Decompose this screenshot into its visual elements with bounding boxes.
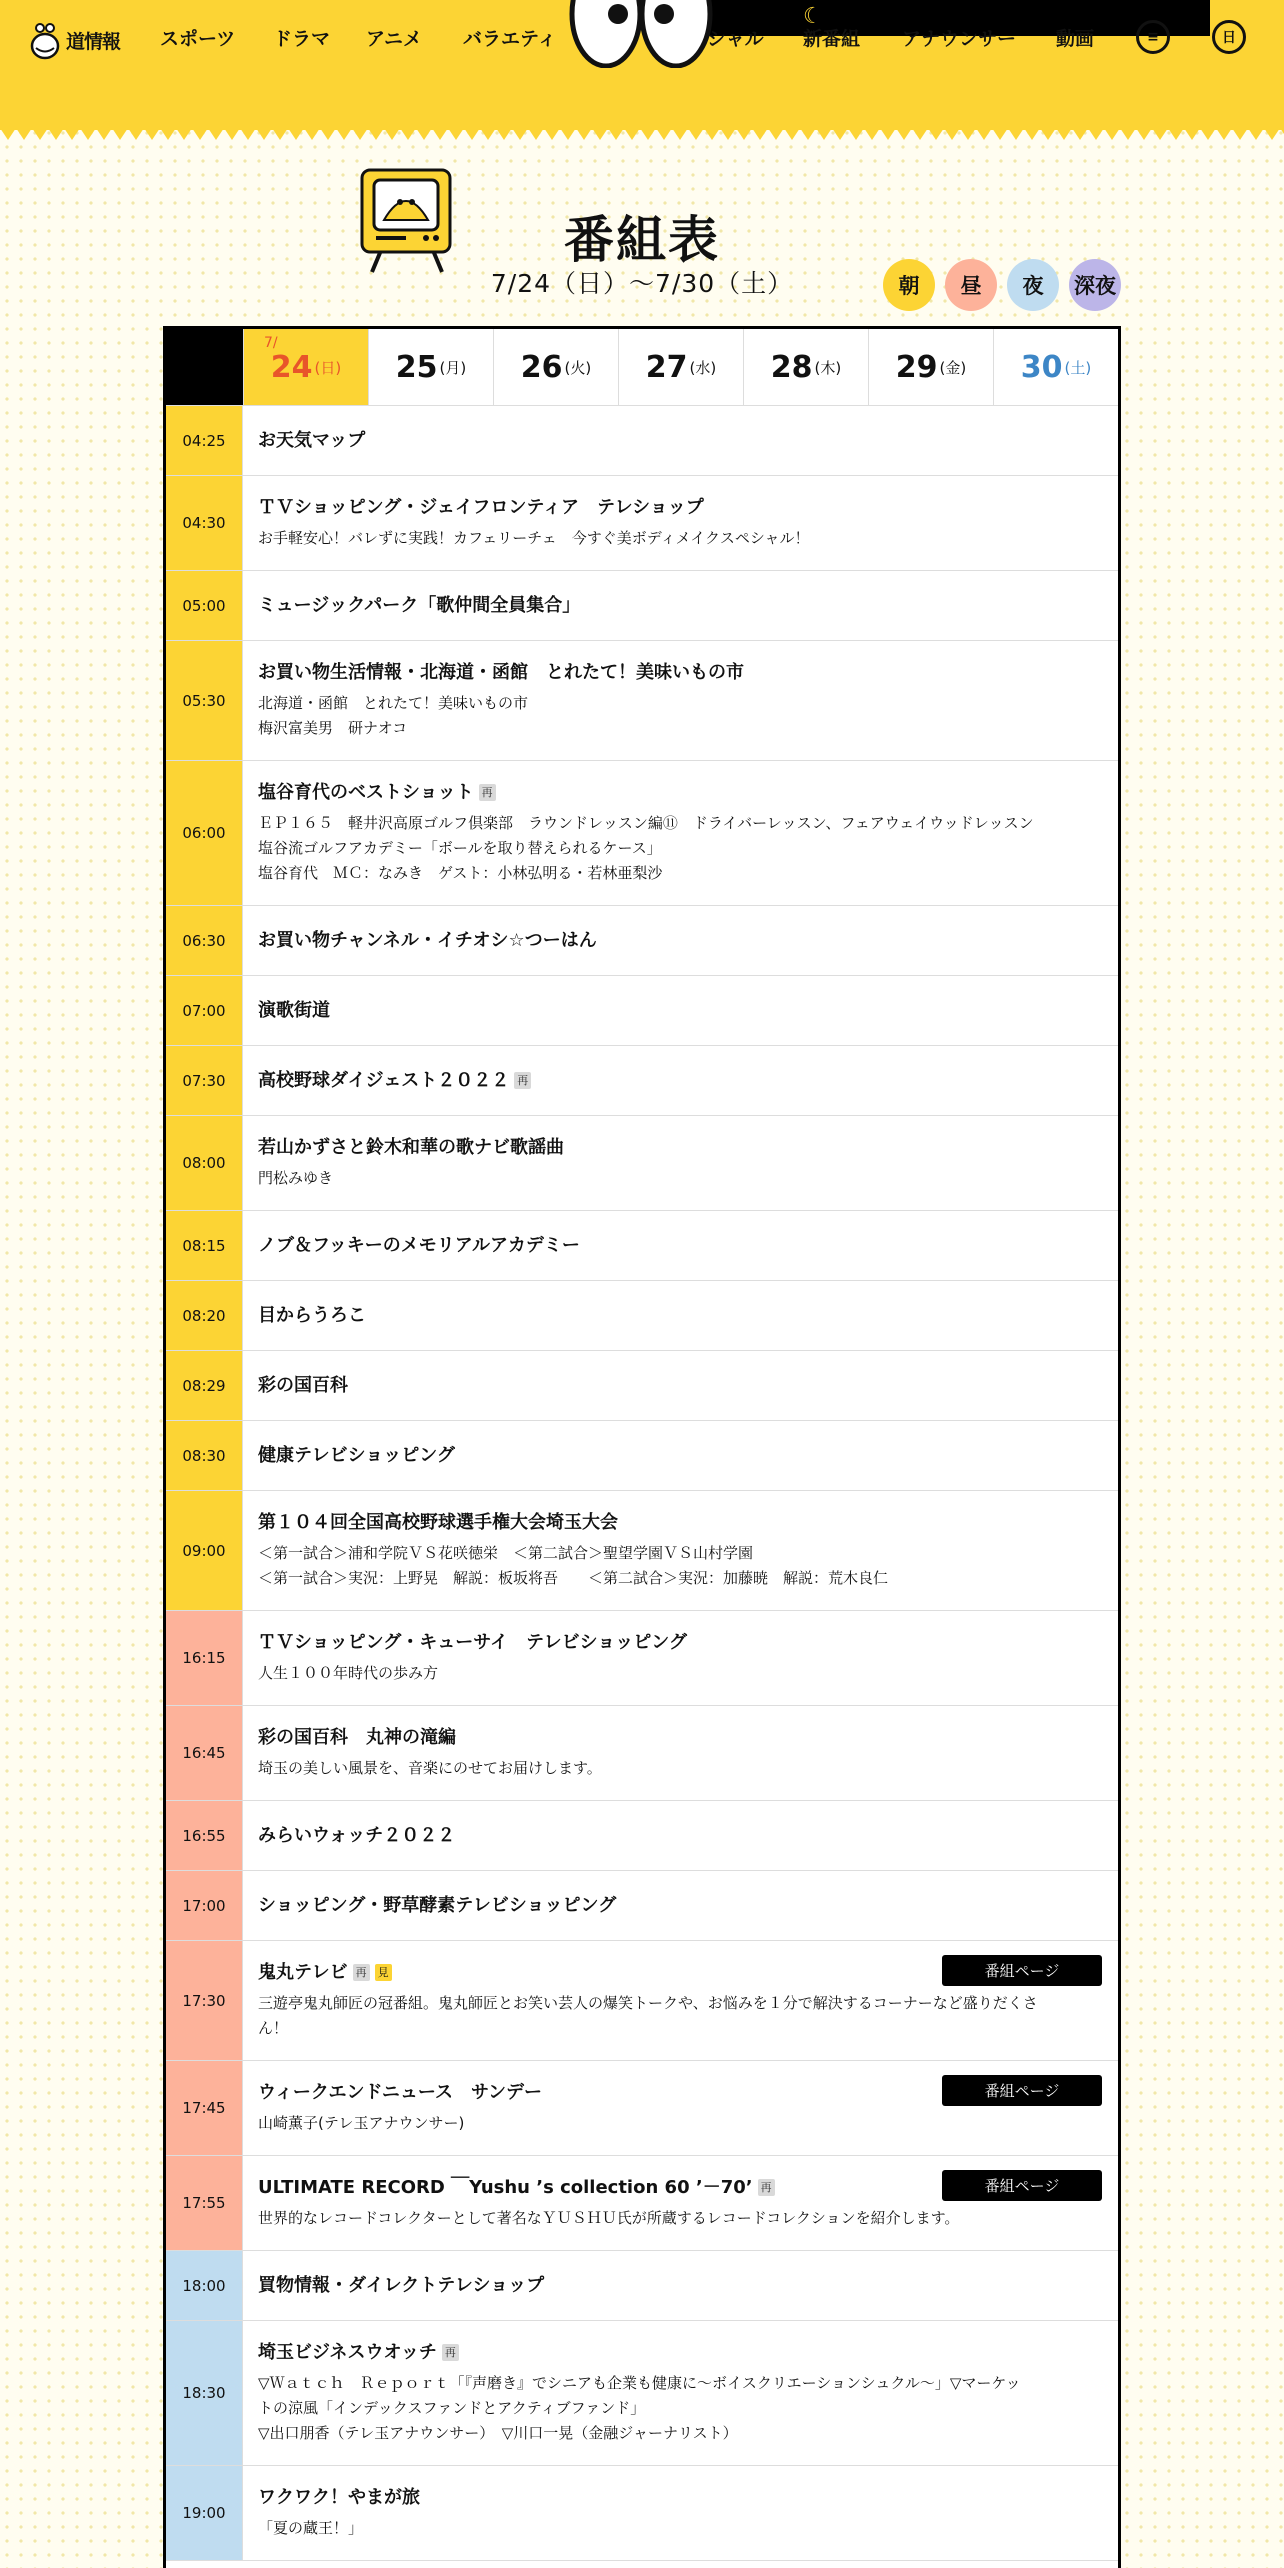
tv-guide-icon[interactable]: ≡ xyxy=(1136,20,1170,54)
date-tab-25[interactable] xyxy=(368,329,493,405)
date-tabs-corner xyxy=(166,329,243,405)
program-row xyxy=(166,641,1118,761)
program-info xyxy=(243,476,1118,570)
program-info xyxy=(243,1611,1118,1705)
program-title[interactable]: 健康テレビショッピング xyxy=(258,1444,455,1466)
date-tab-29[interactable] xyxy=(868,329,993,405)
program-info xyxy=(243,641,1118,760)
program-description-line: トの涼風「インデックスファンドとアクティブファンド」 xyxy=(258,2398,646,2417)
program-row xyxy=(166,2061,1118,2156)
program-info xyxy=(243,976,1118,1045)
program-title[interactable]: みらいウォッチ２０２２ xyxy=(258,1824,456,1846)
program-description-line: 世界的なレコードコレクターとして著名なＹＵＳＨＵ氏が所蔵するレコードコレクションを紹介します。 xyxy=(258,2208,960,2227)
moon-icon: ☾ xyxy=(803,4,823,29)
program-title[interactable]: ＴＶショッピング・キューサイ テレビショッピング xyxy=(258,1631,687,1653)
program-time: 08:00 xyxy=(166,1116,243,1210)
program-time: 05:30 xyxy=(166,641,243,760)
program-title[interactable]: ノブ＆フッキーのメモリアルアカデミー xyxy=(258,1234,580,1256)
program-title-wrap xyxy=(258,2486,1102,2510)
program-description-line: 塩谷流ゴルフアカデミー「ボールを取り替えられるケース」 xyxy=(258,838,662,857)
program-time: 05:00 xyxy=(166,571,243,640)
program-title[interactable]: 埼玉ビジネスウオッチ xyxy=(258,2341,437,2363)
program-row xyxy=(166,761,1118,906)
program-description xyxy=(258,2371,1102,2446)
program-title-wrap xyxy=(258,1726,1102,1750)
program-description xyxy=(258,811,1102,886)
program-title-wrap xyxy=(258,1304,1102,1328)
program-description-line: ＜第一試合＞実況：上野晃 解説：板坂将吾 ＜第二試合＞実況：加藤暁 解説：荒木良仁 xyxy=(258,1568,889,1587)
program-title-wrap xyxy=(258,1234,1102,1258)
program-info xyxy=(243,1491,1118,1610)
date-weekday: (水) xyxy=(689,358,717,377)
nav-new-programs[interactable]: 新番組 xyxy=(803,28,861,50)
nav-videos[interactable]: 動画 xyxy=(1056,28,1095,50)
program-title[interactable]: ショッピング・野草酵素テレビショッピング xyxy=(258,1894,617,1916)
program-time: 06:30 xyxy=(166,906,243,975)
program-info xyxy=(243,2466,1118,2560)
date-tab-24[interactable] xyxy=(243,329,368,405)
date-tab-28[interactable] xyxy=(743,329,868,405)
program-description xyxy=(258,2206,1102,2231)
program-time: 07:30 xyxy=(166,1046,243,1115)
program-description-line: ＥＰ１６５ 軽井沢高原ゴルフ倶楽部 ラウンドレッスン編⑪ ドライバーレッスン、フェアウェイウッドレッスン xyxy=(258,813,1034,832)
program-time: 07:00 xyxy=(166,976,243,1045)
program-row xyxy=(166,906,1118,976)
program-list xyxy=(166,406,1118,2561)
program-title[interactable]: 塩谷育代のベストショット xyxy=(258,781,474,803)
program-title[interactable]: ウィークエンドニュース サンデー xyxy=(258,2081,543,2103)
program-page-button[interactable]: 番組ページ xyxy=(942,1955,1102,1986)
program-time: 08:30 xyxy=(166,1421,243,1490)
program-time: 17:45 xyxy=(166,2061,243,2155)
program-info xyxy=(243,1421,1118,1490)
program-time: 08:15 xyxy=(166,1211,243,1280)
program-title[interactable]: ＴＶショッピング・ジェイフロンティア テレショップ xyxy=(258,496,704,518)
program-description xyxy=(258,1756,1102,1781)
program-page-button[interactable]: 番組ページ xyxy=(942,2075,1102,2106)
program-row xyxy=(166,2156,1118,2251)
program-title-wrap xyxy=(258,1894,1102,1918)
date-tab-30[interactable] xyxy=(993,329,1118,405)
program-row xyxy=(166,2251,1118,2321)
page-title: 番組表 xyxy=(564,211,720,269)
filter-day-button[interactable]: 昼 xyxy=(945,259,997,311)
program-row xyxy=(166,2321,1118,2466)
program-row xyxy=(166,1116,1118,1211)
program-time: 04:30 xyxy=(166,476,243,570)
program-info xyxy=(243,406,1118,475)
program-badge: 再 xyxy=(514,1072,531,1089)
program-time: 16:15 xyxy=(166,1611,243,1705)
program-description xyxy=(258,691,1102,741)
program-time: 16:45 xyxy=(166,1706,243,1800)
program-time: 18:30 xyxy=(166,2321,243,2465)
program-title[interactable]: 買物情報・ダイレクトテレショップ xyxy=(258,2274,545,2296)
program-badge: 再 xyxy=(479,784,496,801)
header-zigzag-border xyxy=(0,128,1284,148)
program-description-line: ▽出口朋香（テレ玉アナウンサー） ▽川口一晃（金融ジャーナリスト） xyxy=(258,2423,738,2442)
program-title[interactable]: 演歌街道 xyxy=(258,999,330,1021)
program-time: 17:30 xyxy=(166,1941,243,2060)
program-info xyxy=(243,1046,1118,1115)
program-time: 19:00 xyxy=(166,2466,243,2560)
program-badge: 再 xyxy=(758,2179,775,2196)
app-icon-label: 日 xyxy=(1222,30,1236,46)
program-title[interactable]: 第１０４回全国高校野球選手権大会埼玉大会 xyxy=(258,1511,618,1533)
program-row xyxy=(166,1211,1118,1281)
program-title-wrap xyxy=(258,929,1102,953)
program-row xyxy=(166,406,1118,476)
program-row xyxy=(166,1281,1118,1351)
program-time: 06:00 xyxy=(166,761,243,905)
nav-anime[interactable]: アニメ xyxy=(366,28,423,50)
date-weekday: (土) xyxy=(1064,358,1092,377)
time-filters xyxy=(883,259,1121,311)
nav-special[interactable]: シャル xyxy=(707,28,764,50)
date-weekday: (月) xyxy=(439,358,467,377)
program-title[interactable]: ワクワク！やまが旅 xyxy=(258,2486,420,2508)
program-info xyxy=(243,2321,1118,2465)
program-description xyxy=(258,526,1102,551)
date-tab-27[interactable] xyxy=(618,329,743,405)
filter-evening-button[interactable]: 夜 xyxy=(1007,259,1059,311)
date-day: 26 xyxy=(520,349,563,385)
program-row xyxy=(166,1611,1118,1706)
program-title[interactable]: お買い物チャンネル・イチオシ☆つーはん xyxy=(258,929,597,951)
program-info xyxy=(243,761,1118,905)
date-day: 30 xyxy=(1020,349,1063,385)
program-description-line: 梅沢富美男 研ナオコ xyxy=(258,718,408,737)
program-title[interactable]: 目からうろこ xyxy=(258,1304,366,1326)
program-description xyxy=(258,1166,1102,1191)
program-title[interactable]: 若山かずさと鈴木和華の歌ナビ歌謡曲 xyxy=(258,1136,564,1158)
program-info xyxy=(243,1941,1118,2060)
nav-announcers[interactable]: アナウンサー xyxy=(902,28,1017,50)
program-badge: 再 xyxy=(353,1964,370,1981)
program-title-wrap xyxy=(258,1824,1102,1848)
program-title-wrap xyxy=(258,999,1102,1023)
program-description-line: 北海道・函館 とれたて！美味いもの市 xyxy=(258,693,529,712)
program-row xyxy=(166,976,1118,1046)
date-weekday: (日) xyxy=(314,358,342,377)
program-info xyxy=(243,1116,1118,1210)
program-title[interactable]: 高校野球ダイジェスト２０２２ xyxy=(258,1069,510,1091)
program-description-line: 山崎薫子(テレ玉アナウンサー) xyxy=(258,2113,465,2132)
date-day: 24 xyxy=(270,349,313,385)
program-row xyxy=(166,1871,1118,1941)
program-description-line: 「夏の蔵王！」 xyxy=(258,2518,364,2537)
program-info xyxy=(243,1871,1118,1940)
program-row xyxy=(166,476,1118,571)
program-row xyxy=(166,1046,1118,1116)
program-title-wrap xyxy=(258,661,1102,685)
program-title-wrap xyxy=(258,1444,1102,1468)
program-row xyxy=(166,1941,1118,2061)
program-description-line: ▽Ｗａｔｃｈ Ｒｅｐｏｒｔ「『声磨き』でシニアも企業も健康に～ボイスクリエーションシュクル～」▽マーケッ xyxy=(258,2373,1021,2392)
logo-text: 道情報 xyxy=(66,30,121,53)
program-description-line: 人生１００年時代の歩み方 xyxy=(258,1663,439,1682)
nav-drama[interactable]: ドラマ xyxy=(273,28,331,50)
nav-variety[interactable]: バラエティ xyxy=(463,28,557,50)
program-time: 18:00 xyxy=(166,2251,243,2320)
program-description-line: お手軽安心！バレずに実践！カフェリーチェ 今すぐ美ボディメイクスペシャル！ xyxy=(258,528,810,547)
program-title-wrap xyxy=(258,1069,1102,1093)
date-day: 29 xyxy=(895,349,938,385)
program-title-wrap xyxy=(258,2341,1102,2365)
program-description xyxy=(258,2516,1102,2541)
program-description xyxy=(258,1991,1102,2041)
program-time: 08:20 xyxy=(166,1281,243,1350)
program-info xyxy=(243,1351,1118,1420)
date-month: 7/ xyxy=(264,335,278,351)
program-description-line: 塩谷育代 ＭＣ：なみき ゲスト：小林弘明る・若林亜梨沙 xyxy=(258,863,663,882)
program-title-wrap xyxy=(258,1631,1102,1655)
program-title-wrap xyxy=(258,1511,1102,1535)
filter-late-night-button[interactable]: 深夜 xyxy=(1069,259,1121,311)
program-row xyxy=(166,1491,1118,1611)
date-weekday: (木) xyxy=(814,358,842,377)
schedule-table xyxy=(163,326,1121,2568)
date-range: 7/24（日）〜7/30（土） xyxy=(490,269,794,298)
nav-sports[interactable]: スポーツ xyxy=(160,28,236,50)
program-info xyxy=(243,2251,1118,2320)
program-description xyxy=(258,1541,1102,1591)
program-info xyxy=(243,1281,1118,1350)
program-time: 04:25 xyxy=(166,406,243,475)
program-title-wrap xyxy=(258,1374,1102,1398)
program-title[interactable]: 彩の国百科 xyxy=(258,1374,348,1396)
program-title-wrap xyxy=(258,429,1102,453)
program-time: 16:55 xyxy=(166,1801,243,1870)
program-description-line: ん！ xyxy=(258,2018,289,2037)
program-info xyxy=(243,571,1118,640)
date-day: 25 xyxy=(395,349,438,385)
date-day: 27 xyxy=(645,349,688,385)
program-time: 17:00 xyxy=(166,1871,243,1940)
program-description-line: 門松みゆき xyxy=(258,1168,334,1187)
date-day: 28 xyxy=(770,349,813,385)
program-title[interactable]: ミュージックパーク「歌仲間全員集合」 xyxy=(258,594,581,616)
program-badge: 見 xyxy=(375,1964,392,1981)
program-row xyxy=(166,1421,1118,1491)
program-title[interactable]: 鬼丸テレビ xyxy=(258,1961,348,1983)
program-info xyxy=(243,1211,1118,1280)
program-description xyxy=(258,2111,1102,2136)
program-title[interactable]: お買い物生活情報・北海道・函館 とれたて！美味いもの市 xyxy=(258,661,744,683)
filter-morning-button[interactable]: 朝 xyxy=(883,259,935,311)
program-title[interactable]: 彩の国百科 丸神の滝編 xyxy=(258,1726,456,1748)
program-description-line: 三遊亭鬼丸師匠の冠番組。鬼丸師匠とお笑い芸人の爆笑トークや、お悩みを１分で解決するコーナーなど盛りだくさ xyxy=(258,1993,1038,2012)
program-row xyxy=(166,1351,1118,1421)
program-description xyxy=(258,1661,1102,1686)
program-info xyxy=(243,1801,1118,1870)
program-title[interactable]: お天気マップ xyxy=(258,429,366,451)
program-description-line: 埼玉の美しい風景を、音楽にのせてお届けします。 xyxy=(258,1758,602,1777)
program-row xyxy=(166,1706,1118,1801)
program-title-wrap xyxy=(258,496,1102,520)
program-row xyxy=(166,571,1118,641)
program-info xyxy=(243,2061,1118,2155)
date-weekday: (火) xyxy=(564,358,592,377)
main-nav xyxy=(0,24,1284,60)
program-info xyxy=(243,906,1118,975)
program-title-wrap xyxy=(258,594,1102,618)
program-row xyxy=(166,1801,1118,1871)
site-header xyxy=(0,0,1284,130)
program-title[interactable]: ULTIMATE RECORD ￣Yushu ’s collection 60 ’－70’ xyxy=(258,2176,753,2198)
smartphone-app-icon[interactable] xyxy=(1212,20,1246,54)
program-time: 08:29 xyxy=(166,1351,243,1420)
program-time: 17:55 xyxy=(166,2156,243,2250)
program-info xyxy=(243,2156,1118,2250)
date-tabs xyxy=(166,329,1118,406)
program-info xyxy=(243,1706,1118,1800)
program-title-wrap xyxy=(258,2274,1102,2298)
program-title-wrap xyxy=(258,1136,1102,1160)
program-page-button[interactable]: 番組ページ xyxy=(942,2170,1102,2201)
date-weekday: (金) xyxy=(939,358,967,377)
program-row xyxy=(166,2466,1118,2561)
date-tab-26[interactable] xyxy=(493,329,618,405)
program-description-line: ＜第一試合＞浦和学院ＶＳ花咲徳栄 ＜第二試合＞聖望学園ＶＳ山村学園 xyxy=(258,1543,754,1562)
program-badge: 再 xyxy=(442,2344,459,2361)
program-title-wrap xyxy=(258,781,1102,805)
program-time: 09:00 xyxy=(166,1491,243,1610)
